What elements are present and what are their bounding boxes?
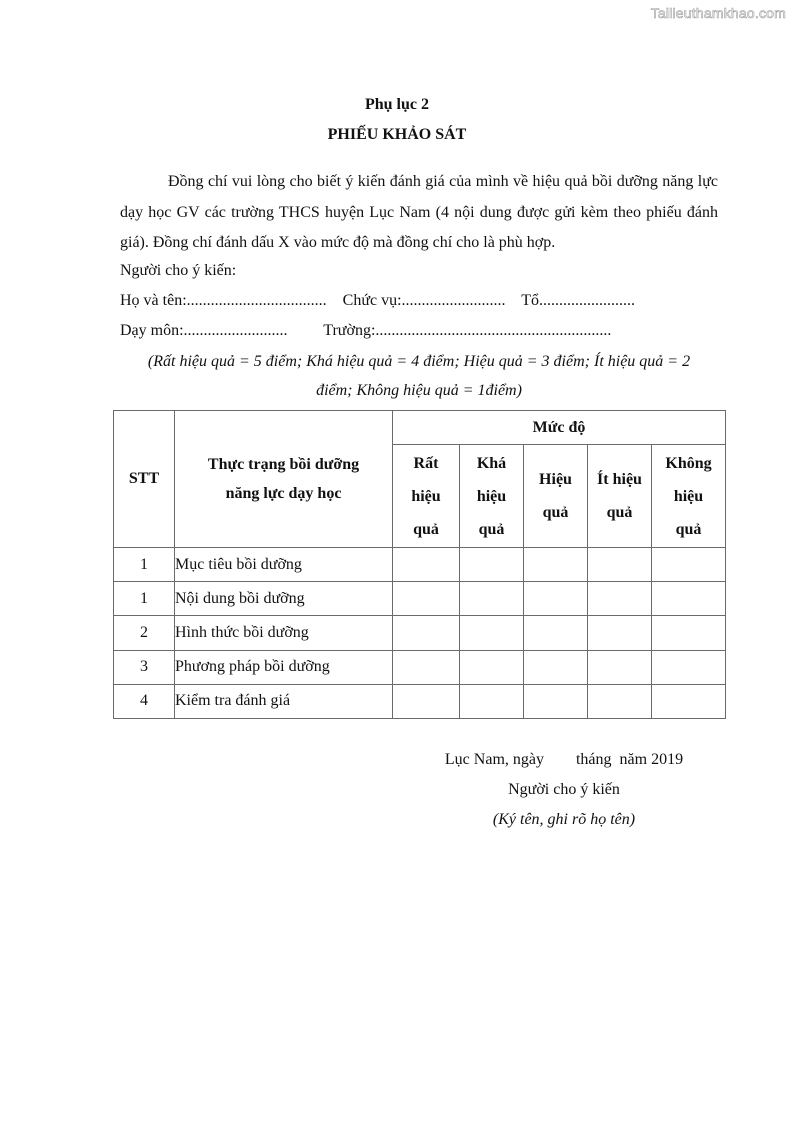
checkbox-very-effective[interactable] bbox=[393, 650, 460, 684]
name-field-line bbox=[120, 292, 635, 310]
checkbox-not-effective[interactable] bbox=[652, 548, 726, 582]
row-content: Hình thức bồi dưỡng bbox=[175, 616, 393, 650]
level-line: quả bbox=[413, 520, 439, 538]
table-row bbox=[114, 650, 726, 684]
col-header-level-group: Mức độ bbox=[393, 411, 726, 445]
place-date: Lục Nam, ngày tháng năm 2019 bbox=[444, 751, 684, 768]
subject-field[interactable]: Dạy môn:.......................... bbox=[120, 322, 288, 339]
level-line: quả bbox=[675, 520, 702, 538]
checkbox-very-effective[interactable] bbox=[393, 684, 460, 718]
level-line: Rất bbox=[413, 454, 439, 472]
checkbox-fairly-effective[interactable] bbox=[460, 650, 524, 684]
row-content: Kiểm tra đánh giá bbox=[175, 684, 393, 718]
page-title: PHIẾU KHẢO SÁT bbox=[327, 126, 467, 143]
col-header-content-line1: Thực trạng bồi dưỡng bbox=[207, 456, 360, 473]
checkbox-fairly-effective[interactable] bbox=[460, 684, 524, 718]
row-stt: 1 bbox=[114, 548, 175, 582]
scale-note bbox=[118, 347, 720, 405]
level-line: Ít hiệu bbox=[597, 471, 642, 488]
col-header-very-effective bbox=[393, 445, 460, 548]
watermark: Tailieuthamkhao.com bbox=[650, 5, 786, 21]
level-line: Khá bbox=[476, 454, 507, 472]
checkbox-effective[interactable] bbox=[524, 548, 588, 582]
checkbox-less-effective[interactable] bbox=[588, 650, 652, 684]
level-line: hiệu bbox=[476, 487, 507, 505]
checkbox-very-effective[interactable] bbox=[393, 548, 460, 582]
header-row-top bbox=[114, 411, 726, 445]
checkbox-less-effective[interactable] bbox=[588, 616, 652, 650]
col-header-stt: STT bbox=[114, 411, 175, 548]
table-row bbox=[114, 582, 726, 616]
checkbox-not-effective[interactable] bbox=[652, 650, 726, 684]
checkbox-effective[interactable] bbox=[524, 616, 588, 650]
intro-text: Đồng chí vui lòng cho biết ý kiến đánh giá của mình về hiệu quả bồi dưỡng năng lực dạy học GV các trường THCS huyện Lục Nam (4 nội dung được gửi kèm theo phiếu đánh giá). Đồng chí đánh dấu X vào mức độ mà đồng chí cho là phù hợp. bbox=[120, 173, 718, 251]
row-stt: 4 bbox=[114, 684, 175, 718]
school-field[interactable]: Trường:........................................................... bbox=[323, 322, 612, 339]
name-field[interactable]: Họ và tên:................................... bbox=[120, 292, 327, 309]
row-stt: 3 bbox=[114, 650, 175, 684]
subject-field-line bbox=[120, 322, 611, 340]
row-content: Nội dung bồi dưỡng bbox=[175, 582, 393, 616]
checkbox-not-effective[interactable] bbox=[652, 684, 726, 718]
checkbox-fairly-effective[interactable] bbox=[460, 616, 524, 650]
signature-instruction: (Ký tên, ghi rõ họ tên) bbox=[492, 811, 636, 828]
checkbox-effective[interactable] bbox=[524, 582, 588, 616]
row-stt: 2 bbox=[114, 616, 175, 650]
checkbox-less-effective[interactable] bbox=[588, 684, 652, 718]
col-header-effective bbox=[524, 445, 588, 548]
level-line: quả bbox=[542, 504, 569, 521]
row-content: Phương pháp bồi dưỡng bbox=[175, 650, 393, 684]
row-content: Mục tiêu bồi dưỡng bbox=[175, 548, 393, 582]
level-line: quả bbox=[606, 504, 633, 521]
respondent-label: Người cho ý kiến: bbox=[120, 262, 237, 279]
checkbox-very-effective[interactable] bbox=[393, 582, 460, 616]
checkbox-effective[interactable] bbox=[524, 684, 588, 718]
group-field[interactable]: Tổ........................ bbox=[521, 292, 636, 309]
checkbox-not-effective[interactable] bbox=[652, 582, 726, 616]
col-header-content-line2: năng lực dạy học bbox=[225, 485, 342, 502]
checkbox-not-effective[interactable] bbox=[652, 616, 726, 650]
survey-table bbox=[113, 410, 726, 719]
checkbox-very-effective[interactable] bbox=[393, 616, 460, 650]
table-row bbox=[114, 684, 726, 718]
position-field[interactable]: Chức vụ:.......................... bbox=[342, 292, 506, 309]
scale-note-line2: điểm; Không hiệu quả = 1điểm) bbox=[316, 382, 522, 399]
checkbox-effective[interactable] bbox=[524, 650, 588, 684]
checkbox-less-effective[interactable] bbox=[588, 582, 652, 616]
level-line: Không bbox=[665, 454, 712, 472]
table-row bbox=[114, 548, 726, 582]
table-row bbox=[114, 616, 726, 650]
level-line: hiệu bbox=[673, 487, 704, 505]
level-line: quả bbox=[478, 520, 505, 538]
checkbox-fairly-effective[interactable] bbox=[460, 548, 524, 582]
col-header-less-effective bbox=[588, 445, 652, 548]
col-header-content bbox=[175, 411, 393, 548]
scale-note-line1: (Rất hiệu quả = 5 điểm; Khá hiệu quả = 4 điểm; Hiệu quả = 3 điểm; Ít hiệu quả = 2 bbox=[147, 353, 691, 370]
checkbox-less-effective[interactable] bbox=[588, 548, 652, 582]
col-header-not-effective bbox=[652, 445, 726, 548]
intro-paragraph bbox=[120, 167, 718, 259]
checkbox-fairly-effective[interactable] bbox=[460, 582, 524, 616]
appendix-label: Phụ lục 2 bbox=[364, 96, 429, 113]
level-line: Hiệu bbox=[539, 471, 572, 488]
signer-role: Người cho ý kiến bbox=[508, 781, 620, 798]
col-header-fairly-effective bbox=[460, 445, 524, 548]
level-line: hiệu bbox=[411, 487, 441, 505]
row-stt: 1 bbox=[114, 582, 175, 616]
